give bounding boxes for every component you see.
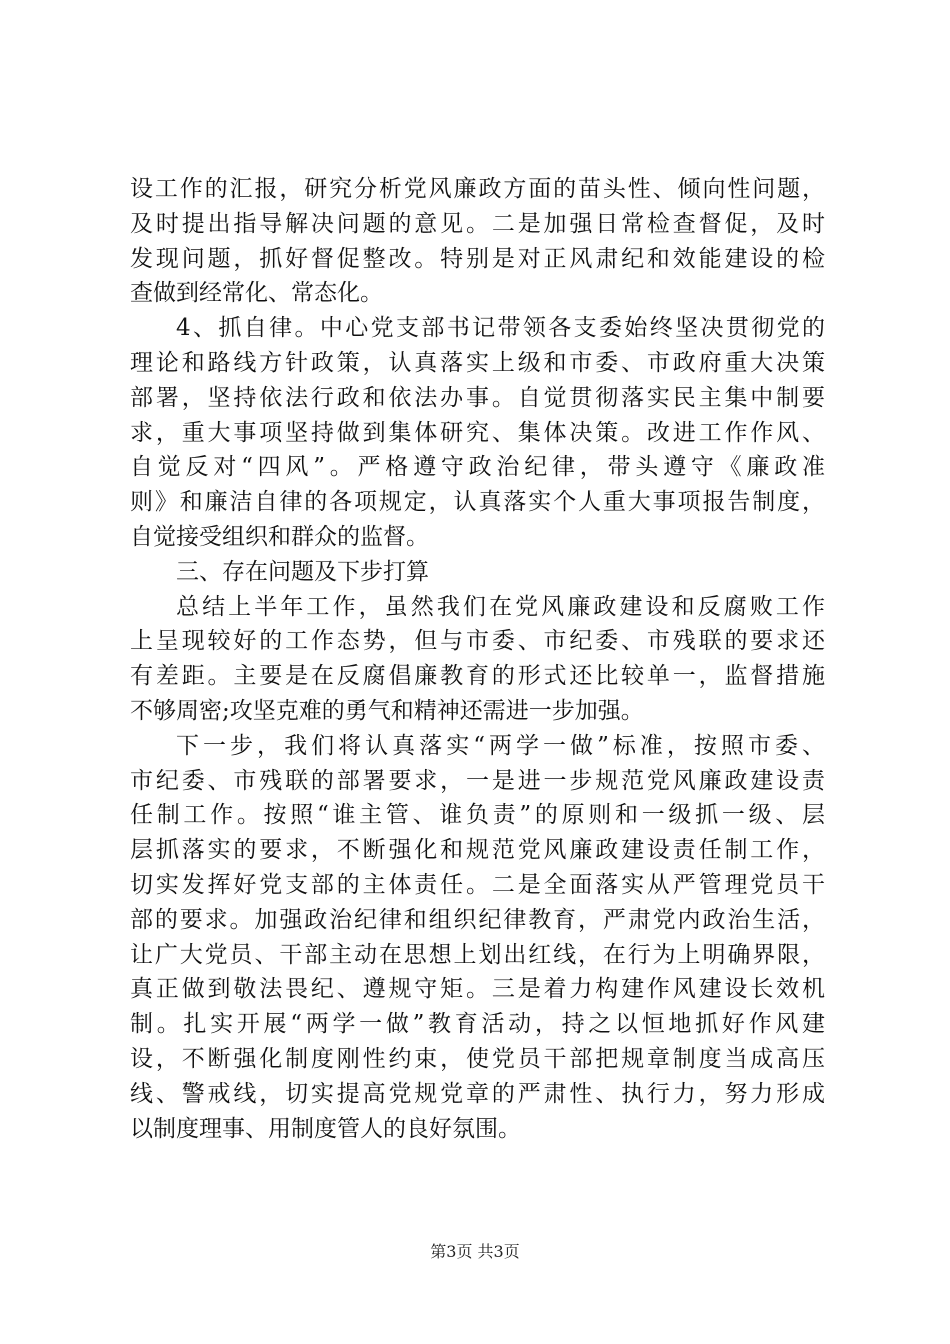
body-line: 有差距。主要是在反腐倡廉教育的形式还比较单一，监督措施 <box>130 663 825 690</box>
body-line: 线、警戒线，切实提高党规党章的严肃性、执行力，努力形成 <box>130 1080 825 1107</box>
body-line: 市纪委、市残联的部署要求，一是进一步规范党风廉政建设责 <box>130 767 825 794</box>
body-line: 及时提出指导解决问题的意见。二是加强日常检查督促，及时 <box>130 210 825 237</box>
body-line: 查做到经常化、常态化。 <box>130 280 383 307</box>
body-line: 让广大党员、干部主动在思想上划出红线，在行为上明确界限， <box>130 941 825 968</box>
body-line: 求，重大事项坚持做到集体研究、集体决策。改进工作作风、 <box>130 419 825 446</box>
body-line: 任制工作。按照“谁主管、谁负责”的原则和一级抓一级、层 <box>130 802 825 829</box>
section-heading: 三、存在问题及下步打算 <box>176 558 429 585</box>
body-line: 则》和廉洁自律的各项规定，认真落实个人重大事项报告制度， <box>130 489 825 516</box>
body-line: 自觉反对“四风”。严格遵守政治纪律，带头遵守《廉政准 <box>130 454 825 481</box>
body-line: 以制度理事、用制度管人的良好氛围。 <box>130 1115 521 1142</box>
body-line: 理论和路线方针政策，认真落实上级和市委、市政府重大决策 <box>130 349 825 376</box>
body-line: 自觉接受组织和群众的监督。 <box>130 523 429 550</box>
body-line: 下一步，我们将认真落实“两学一做”标准，按照市委、 <box>176 732 825 759</box>
body-line: 层抓落实的要求，不断强化和规范党风廉政建设责任制工作， <box>130 837 825 864</box>
body-line: 设工作的汇报，研究分析党风廉政方面的苗头性、倾向性问题， <box>130 176 825 202</box>
document-body <box>130 172 825 1146</box>
body-line: 发现问题，抓好督促整改。特别是对正风肃纪和效能建设的检 <box>130 245 825 272</box>
body-line: 切实发挥好党支部的主体责任。二是全面落实从严管理党员干 <box>130 871 825 898</box>
body-line: 真正做到敬法畏纪、遵规守矩。三是着力构建作风建设长效机 <box>130 976 825 1003</box>
body-line: 总结上半年工作，虽然我们在党风廉政建设和反腐败工作 <box>176 593 825 620</box>
body-line: 设，不断强化制度刚性约束，使党员干部把规章制度当成高压 <box>130 1045 825 1072</box>
body-line: 部署，坚持依法行政和依法办事。自觉贯彻落实民主集中制要 <box>130 384 825 411</box>
body-line: 部的要求。加强政治纪律和组织纪律教育，严肃党内政治生活， <box>130 906 825 933</box>
body-line: 上呈现较好的工作态势，但与市委、市纪委、市残联的要求还 <box>130 628 825 655</box>
body-line: 不够周密;攻坚克难的勇气和精神还需进一步加强。 <box>130 697 644 724</box>
body-line: 4、抓自律。中心党支部书记带领各支委始终坚决贯彻党的 <box>176 315 825 342</box>
page-number-footer: 第3页 共3页 <box>430 1242 520 1261</box>
body-line: 制。扎实开展“两学一做”教育活动，持之以恒地抓好作风建 <box>130 1011 825 1038</box>
